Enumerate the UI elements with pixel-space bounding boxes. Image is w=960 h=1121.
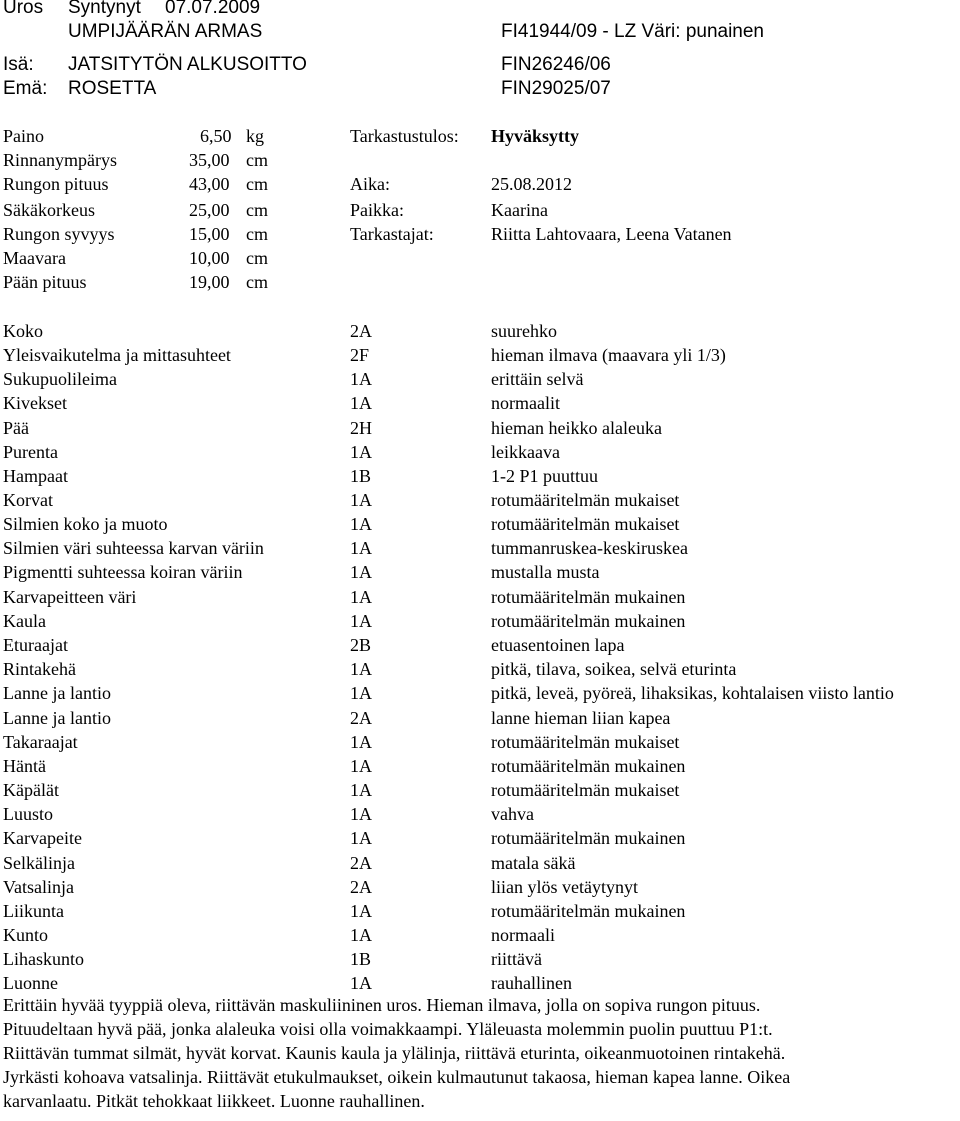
sire-label: Isä: [3, 54, 34, 75]
trait-name: Kivekset [3, 393, 67, 413]
trait-grade: 1A [350, 490, 372, 510]
evaluation-row [0, 319, 960, 343]
trait-name: Yleisvaikutelma ja mittasuhteet [3, 345, 231, 365]
measurement-label: Säkäkorkeus [3, 200, 95, 220]
evaluation-row [0, 343, 960, 367]
measurement-row [0, 172, 960, 196]
evaluation-row [0, 851, 960, 875]
trait-name: Kunto [3, 925, 48, 945]
sire-registration: FIN26246/06 [501, 54, 611, 75]
trait-name: Karvapeitteen väri [3, 587, 137, 607]
summary-line: Jyrkästi kohoava vatsalinja. Riittävät etukulmaukset, oikein kulmautunut takaosa, hieman kapea lanne. Oikea [3, 1067, 791, 1087]
trait-grade: 1A [350, 828, 372, 848]
trait-grade: 1A [350, 538, 372, 558]
evaluation-row [0, 367, 960, 391]
dam-label: Emä: [3, 78, 48, 99]
trait-name: Liikunta [3, 901, 64, 921]
measurement-value: 6,50 [200, 126, 232, 146]
evaluation-row [0, 416, 960, 440]
measurement-unit: cm [246, 248, 268, 268]
evaluation-row [0, 633, 960, 657]
trait-grade: 2A [350, 321, 372, 341]
trait-name: Luusto [3, 804, 54, 824]
measurement-unit: cm [246, 150, 268, 170]
dog-name: UMPIJÄÄRÄN ARMAS [68, 21, 263, 42]
trait-name: Sukupuolileima [3, 369, 117, 389]
trait-grade: 1A [350, 562, 372, 582]
trait-name: Käpälät [3, 780, 59, 800]
sex-label: Uros [3, 0, 44, 18]
trait-name: Hampaat [3, 466, 68, 486]
trait-name: Eturaajat [3, 635, 68, 655]
trait-grade: 1A [350, 683, 372, 703]
trait-name: Koko [3, 321, 43, 341]
trait-description: hieman heikko alaleuka [491, 418, 662, 438]
trait-name: Silmien koko ja muoto [3, 514, 168, 534]
trait-grade: 1A [350, 804, 372, 824]
trait-description: erittäin selvä [491, 369, 584, 389]
trait-grade: 2A [350, 877, 372, 897]
measurement-unit: kg [246, 126, 264, 146]
trait-grade: 1A [350, 442, 372, 462]
trait-description: rotumääritelmän mukainen [491, 611, 686, 631]
trait-name: Lanne ja lantio [3, 708, 111, 728]
trait-grade: 1A [350, 901, 372, 921]
trait-grade: 1A [350, 514, 372, 534]
time-label: Aika: [350, 174, 390, 194]
trait-description: rotumääritelmän mukaiset [491, 732, 680, 752]
trait-grade: 1A [350, 659, 372, 679]
trait-description: rotumääritelmän mukaiset [491, 490, 680, 510]
evaluation-row [0, 560, 960, 584]
measurement-label: Rinnanympärys [3, 150, 117, 170]
trait-description: riittävä [491, 949, 542, 969]
trait-grade: 1A [350, 732, 372, 752]
measurement-unit: cm [246, 174, 268, 194]
trait-grade: 1A [350, 393, 372, 413]
measurement-row [0, 246, 960, 270]
evaluation-row [0, 971, 960, 995]
summary-text [3, 993, 953, 1113]
evaluation-row [0, 730, 960, 754]
trait-name: Rintakehä [3, 659, 76, 679]
trait-name: Takaraajat [3, 732, 78, 752]
inspectors-label: Tarkastajat: [350, 224, 434, 244]
trait-description: rotumääritelmän mukainen [491, 756, 686, 776]
trait-description: leikkaava [491, 442, 560, 462]
registration-info: FI41944/09 - LZ Väri: punainen [501, 21, 765, 42]
trait-description: 1-2 P1 puuttuu [491, 466, 599, 486]
evaluation-row [0, 657, 960, 681]
measurement-row [0, 222, 960, 246]
trait-name: Häntä [3, 756, 46, 776]
measurement-unit: cm [246, 272, 268, 292]
measurement-row [0, 198, 960, 222]
result-value: Hyväksytty [491, 126, 580, 146]
trait-name: Korvat [3, 490, 53, 510]
evaluation-row [0, 947, 960, 971]
trait-name: Silmien väri suhteessa karvan väriin [3, 538, 264, 558]
trait-name: Selkälinja [3, 853, 75, 873]
trait-name: Pigmentti suhteessa koiran väriin [3, 562, 243, 582]
sire-name: JATSITYTÖN ALKUSOITTO [68, 54, 307, 75]
measurement-value: 15,00 [189, 224, 230, 244]
evaluation-row [0, 512, 960, 536]
trait-description: rotumääritelmän mukainen [491, 587, 686, 607]
trait-name: Lanne ja lantio [3, 683, 111, 703]
evaluation-row [0, 899, 960, 923]
measurement-label: Paino [3, 126, 45, 146]
evaluation-row [0, 391, 960, 415]
measurement-unit: cm [246, 200, 268, 220]
summary-line: Riittävän tummat silmät, hyvät korvat. Kaunis kaula ja ylälinja, riittävä eturinta, oikeanmuotoinen rintakehä. [3, 1043, 786, 1063]
trait-description: rauhallinen [491, 973, 572, 993]
evaluation-row [0, 536, 960, 560]
trait-name: Karvapeite [3, 828, 82, 848]
trait-description: lanne hieman liian kapea [491, 708, 671, 728]
dam-name: ROSETTA [68, 78, 157, 99]
trait-grade: 1A [350, 925, 372, 945]
trait-grade: 1B [350, 949, 372, 969]
inspectors-value: Riitta Lahtovaara, Leena Vatanen [491, 224, 732, 244]
born-label: Syntynyt [68, 0, 141, 18]
trait-grade: 2A [350, 853, 372, 873]
trait-grade: 1A [350, 756, 372, 776]
trait-grade: 1B [350, 466, 372, 486]
trait-description: normaalit [491, 393, 560, 413]
measurement-label: Rungon pituus [3, 174, 109, 194]
place-value: Kaarina [491, 200, 548, 220]
trait-description: mustalla musta [491, 562, 600, 582]
trait-description: rotumääritelmän mukainen [491, 828, 686, 848]
trait-description: pitkä, tilava, soikea, selvä eturinta [491, 659, 737, 679]
trait-grade: 1A [350, 587, 372, 607]
measurement-value: 19,00 [189, 272, 230, 292]
trait-description: tummanruskea-keskiruskea [491, 538, 688, 558]
evaluation-row [0, 706, 960, 730]
trait-description: normaali [491, 925, 555, 945]
evaluation-row [0, 923, 960, 947]
evaluation-row [0, 464, 960, 488]
result-label: Tarkastustulos: [350, 126, 459, 146]
evaluation-row [0, 754, 960, 778]
measurement-value: 25,00 [189, 200, 230, 220]
summary-line: Pituudeltaan hyvä pää, jonka alaleuka voisi olla voimakkaampi. Yläleuasta molemmin puolin puuttuu P1:t. [3, 1019, 773, 1039]
evaluation-row [0, 778, 960, 802]
time-value: 25.08.2012 [491, 174, 572, 194]
measurement-row [0, 270, 960, 294]
trait-name: Pää [3, 418, 29, 438]
trait-description: pitkä, leveä, pyöreä, lihaksikas, kohtalaisen viisto lantio [491, 683, 894, 703]
evaluation-row [0, 826, 960, 850]
trait-name: Lihaskunto [3, 949, 84, 969]
measurement-label: Pään pituus [3, 272, 87, 292]
measurement-row [0, 124, 960, 148]
summary-line: Erittäin hyvää tyyppiä oleva, riittävän maskuliininen uros. Hieman ilmava, jolla on sopiva rungon pituus. [3, 995, 761, 1015]
trait-grade: 2F [350, 345, 370, 365]
trait-grade: 1A [350, 780, 372, 800]
trait-description: rotumääritelmän mukainen [491, 901, 686, 921]
trait-grade: 2H [350, 418, 372, 438]
measurement-label: Maavara [3, 248, 66, 268]
born-date: 07.07.2009 [165, 0, 261, 18]
trait-description: matala säkä [491, 853, 576, 873]
measurement-label: Rungon syvyys [3, 224, 115, 244]
trait-name: Vatsalinja [3, 877, 74, 897]
measurement-value: 10,00 [189, 248, 230, 268]
measurement-unit: cm [246, 224, 268, 244]
trait-grade: 1A [350, 973, 372, 993]
evaluation-row [0, 875, 960, 899]
trait-description: liian ylös vetäytynyt [491, 877, 638, 897]
trait-description: rotumääritelmän mukaiset [491, 780, 680, 800]
trait-grade: 1A [350, 611, 372, 631]
trait-description: etuasentoinen lapa [491, 635, 625, 655]
measurement-row [0, 148, 960, 172]
trait-description: vahva [491, 804, 534, 824]
evaluation-row [0, 609, 960, 633]
place-label: Paikka: [350, 200, 404, 220]
evaluation-row [0, 488, 960, 512]
trait-description: suurehko [491, 321, 557, 341]
evaluation-row [0, 440, 960, 464]
trait-name: Luonne [3, 973, 58, 993]
measurement-value: 43,00 [189, 174, 230, 194]
dam-registration: FIN29025/07 [501, 78, 611, 99]
summary-line: karvanlaatu. Pitkät tehokkaat liikkeet. Luonne rauhallinen. [3, 1091, 425, 1111]
evaluation-row [0, 802, 960, 826]
trait-grade: 1A [350, 369, 372, 389]
evaluation-row [0, 681, 960, 705]
evaluation-row [0, 585, 960, 609]
trait-description: hieman ilmava (maavara yli 1/3) [491, 345, 726, 365]
trait-grade: 2B [350, 635, 372, 655]
trait-grade: 2A [350, 708, 372, 728]
measurement-value: 35,00 [189, 150, 230, 170]
trait-name: Purenta [3, 442, 58, 462]
trait-description: rotumääritelmän mukaiset [491, 514, 680, 534]
trait-name: Kaula [3, 611, 46, 631]
